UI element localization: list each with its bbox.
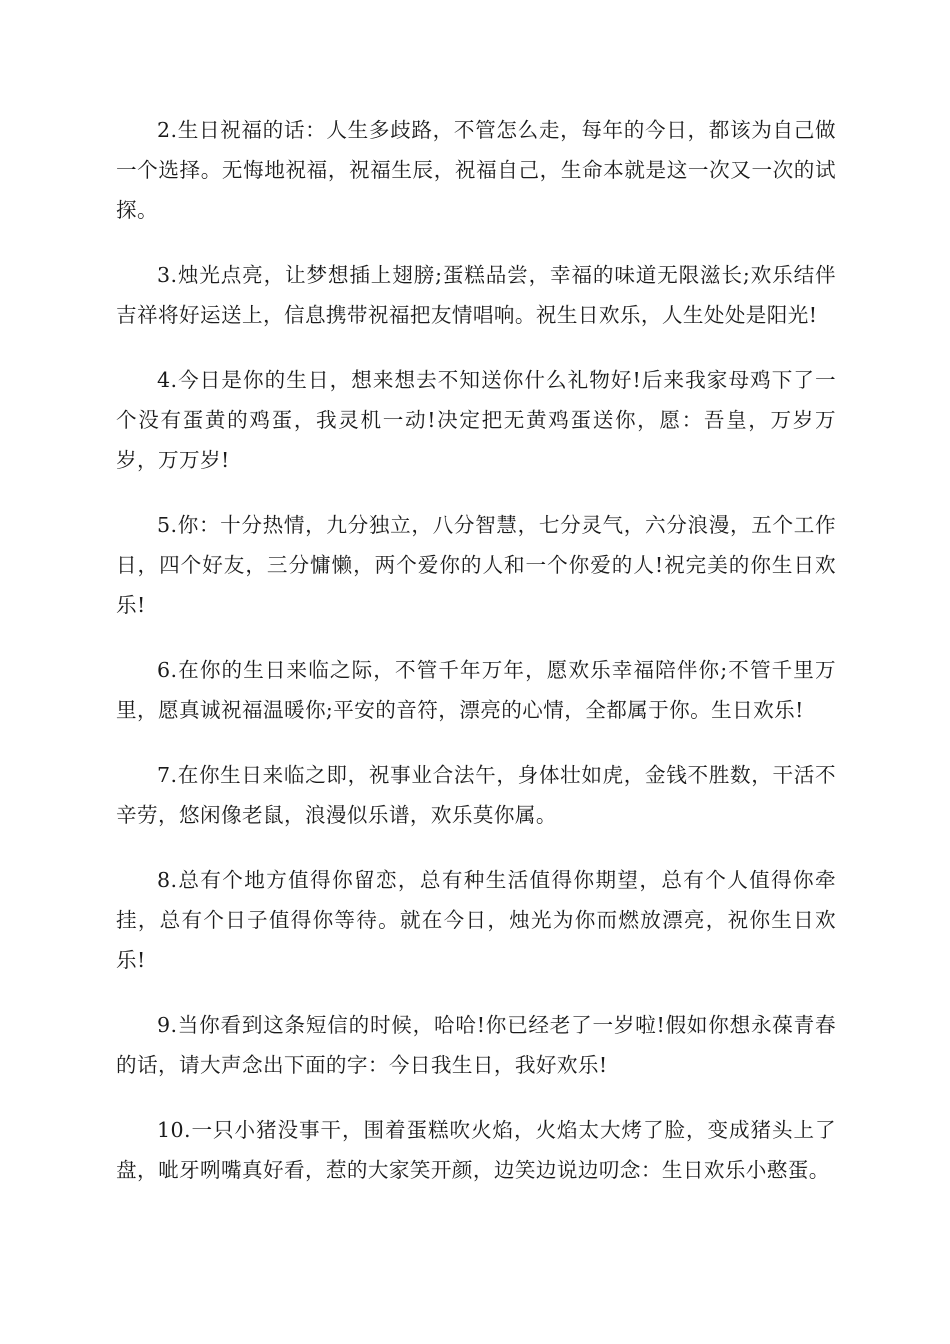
paragraph-4: 4.今日是你的生日，想来想去不知送你什么礼物好!后来我家母鸡下了一个没有蛋黄的鸡蛋，我灵机一动!决定把无黄鸡蛋送你，愿：吾皇，万岁万岁，万万岁! (116, 368, 836, 472)
paragraph-9: 9.当你看到这条短信的时候，哈哈!你已经老了一岁啦!假如你想永葆青春的话，请大声念出下面的字：今日我生日，我好欢乐! (116, 1013, 836, 1077)
paragraph-5: 5.你：十分热情，九分独立，八分智慧，七分灵气，六分浪漫，五个工作日，四个好友，三分慵懒，两个爱你的人和一个你爱的人!祝完美的你生日欢乐! (116, 513, 836, 617)
paragraph-7: 7.在你生日来临之即，祝事业合法午，身体壮如虎，金钱不胜数，干活不辛劳，悠闲像老鼠，浪漫似乐谱，欢乐莫你属。 (116, 763, 836, 827)
paragraph-10: 10.一只小猪没事干，围着蛋糕吹火焰，火焰太大烤了脸，变成猪头上了盘，呲牙咧嘴真好看，惹的大家笑开颜，边笑边说边叨念：生日欢乐小憨蛋。 (116, 1118, 836, 1182)
document-body (116, 110, 836, 1215)
paragraph-3: 3.烛光点亮，让梦想插上翅膀;蛋糕品尝，幸福的味道无限滋长;欢乐结伴吉祥将好运送上，信息携带祝福把友情唱响。祝生日欢乐，人生处处是阳光! (116, 263, 836, 327)
paragraph-8: 8.总有个地方值得你留恋，总有种生活值得你期望，总有个人值得你牵挂，总有个日子值得你等待。就在今日，烛光为你而燃放漂亮，祝你生日欢乐! (116, 868, 836, 972)
paragraph-2: 2.生日祝福的话：人生多歧路，不管怎么走，每年的今日，都该为自己做一个选择。无悔地祝福，祝福生辰，祝福自己，生命本就是这一次又一次的试探。 (116, 118, 836, 222)
paragraph-6: 6.在你的生日来临之际，不管千年万年，愿欢乐幸福陪伴你;不管千里万里，愿真诚祝福温暖你;平安的音符，漂亮的心情，全都属于你。生日欢乐! (116, 658, 836, 722)
